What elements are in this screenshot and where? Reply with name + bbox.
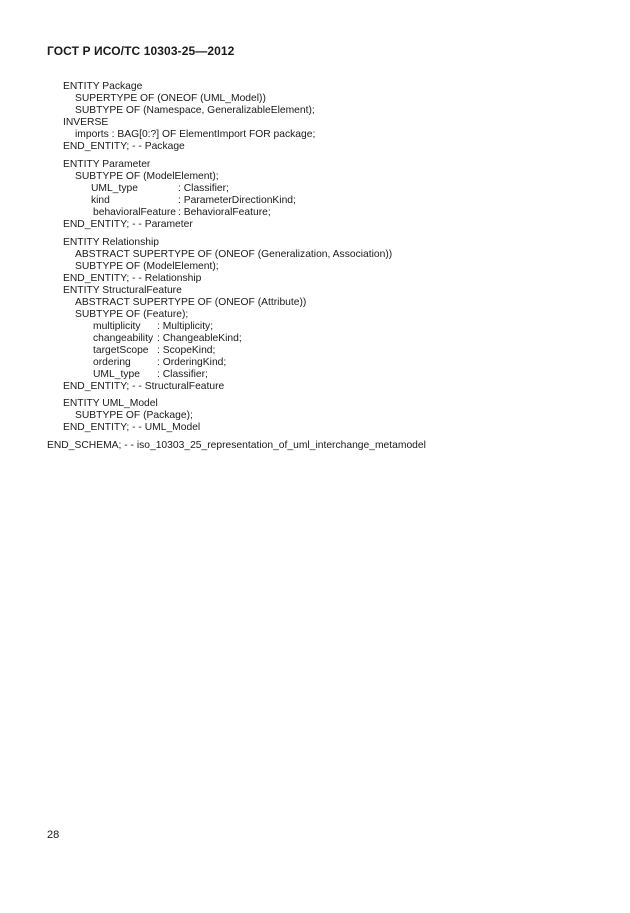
parameter-end-line: END_ENTITY; - - Parameter xyxy=(63,219,193,230)
attr-name: UML_type xyxy=(91,183,138,194)
umlmodel-subtype-line: SUBTYPE OF (Package); xyxy=(75,410,193,421)
structural-supertype-line: ABSTRACT SUPERTYPE OF (ONEOF (Attribute)) xyxy=(75,297,307,308)
attr-name: ordering xyxy=(93,357,131,368)
attr-value: : Multiplicity; xyxy=(157,321,214,332)
entity-structuralfeature-line: ENTITY StructuralFeature xyxy=(63,285,182,296)
attr-name: behavioralFeature xyxy=(93,207,176,218)
attr-name: targetScope xyxy=(93,345,149,356)
entity-parameter-line: ENTITY Parameter xyxy=(63,159,151,170)
attr-name: multiplicity xyxy=(93,321,141,332)
entity-package-line: ENTITY Package xyxy=(63,81,143,92)
package-subtype-line: SUBTYPE OF (Namespace, GeneralizableElement); xyxy=(75,105,315,116)
package-supertype-line: SUPERTYPE OF (ONEOF (UML_Model)) xyxy=(75,93,266,104)
structural-end-line: END_ENTITY; - - StructuralFeature xyxy=(63,381,225,392)
attr-value: : BehavioralFeature; xyxy=(178,207,271,218)
attr-name: kind xyxy=(91,195,110,206)
package-inverse-line: INVERSE xyxy=(63,117,109,128)
package-imports-line: imports : BAG[0:?] OF ElementImport FOR package; xyxy=(75,129,316,140)
attr-name: changeability xyxy=(93,333,154,344)
page-number: 28 xyxy=(47,829,60,841)
attr-value: : ParameterDirectionKind; xyxy=(178,195,296,206)
attr-value: : ScopeKind; xyxy=(157,345,216,356)
document-header: ГОСТ Р ИСО/ТС 10303-25—2012 xyxy=(47,44,235,58)
relationship-supertype-line: ABSTRACT SUPERTYPE OF (ONEOF (Generalization, Association)) xyxy=(75,249,393,260)
attr-name: UML_type xyxy=(93,369,140,380)
relationship-subtype-line: SUBTYPE OF (ModelElement); xyxy=(75,261,219,272)
attr-value: : ChangeableKind; xyxy=(157,333,242,344)
entity-umlmodel-line: ENTITY UML_Model xyxy=(63,398,158,409)
end-schema-line: END_SCHEMA; - - iso_10303_25_representation_of_uml_interchange_metamodel xyxy=(47,440,426,451)
umlmodel-end-line: END_ENTITY; - - UML_Model xyxy=(63,422,201,433)
attr-value: : Classifier; xyxy=(157,369,208,380)
entity-relationship-line: ENTITY Relationship xyxy=(63,237,159,248)
structural-subtype-line: SUBTYPE OF (Feature); xyxy=(75,309,189,320)
package-end-line: END_ENTITY; - - Package xyxy=(63,141,185,152)
parameter-subtype-line: SUBTYPE OF (ModelElement); xyxy=(75,171,219,182)
attr-value: : Classifier; xyxy=(178,183,229,194)
relationship-end-line: END_ENTITY; - - Relationship xyxy=(63,273,202,284)
attr-value: : OrderingKind; xyxy=(157,357,227,368)
